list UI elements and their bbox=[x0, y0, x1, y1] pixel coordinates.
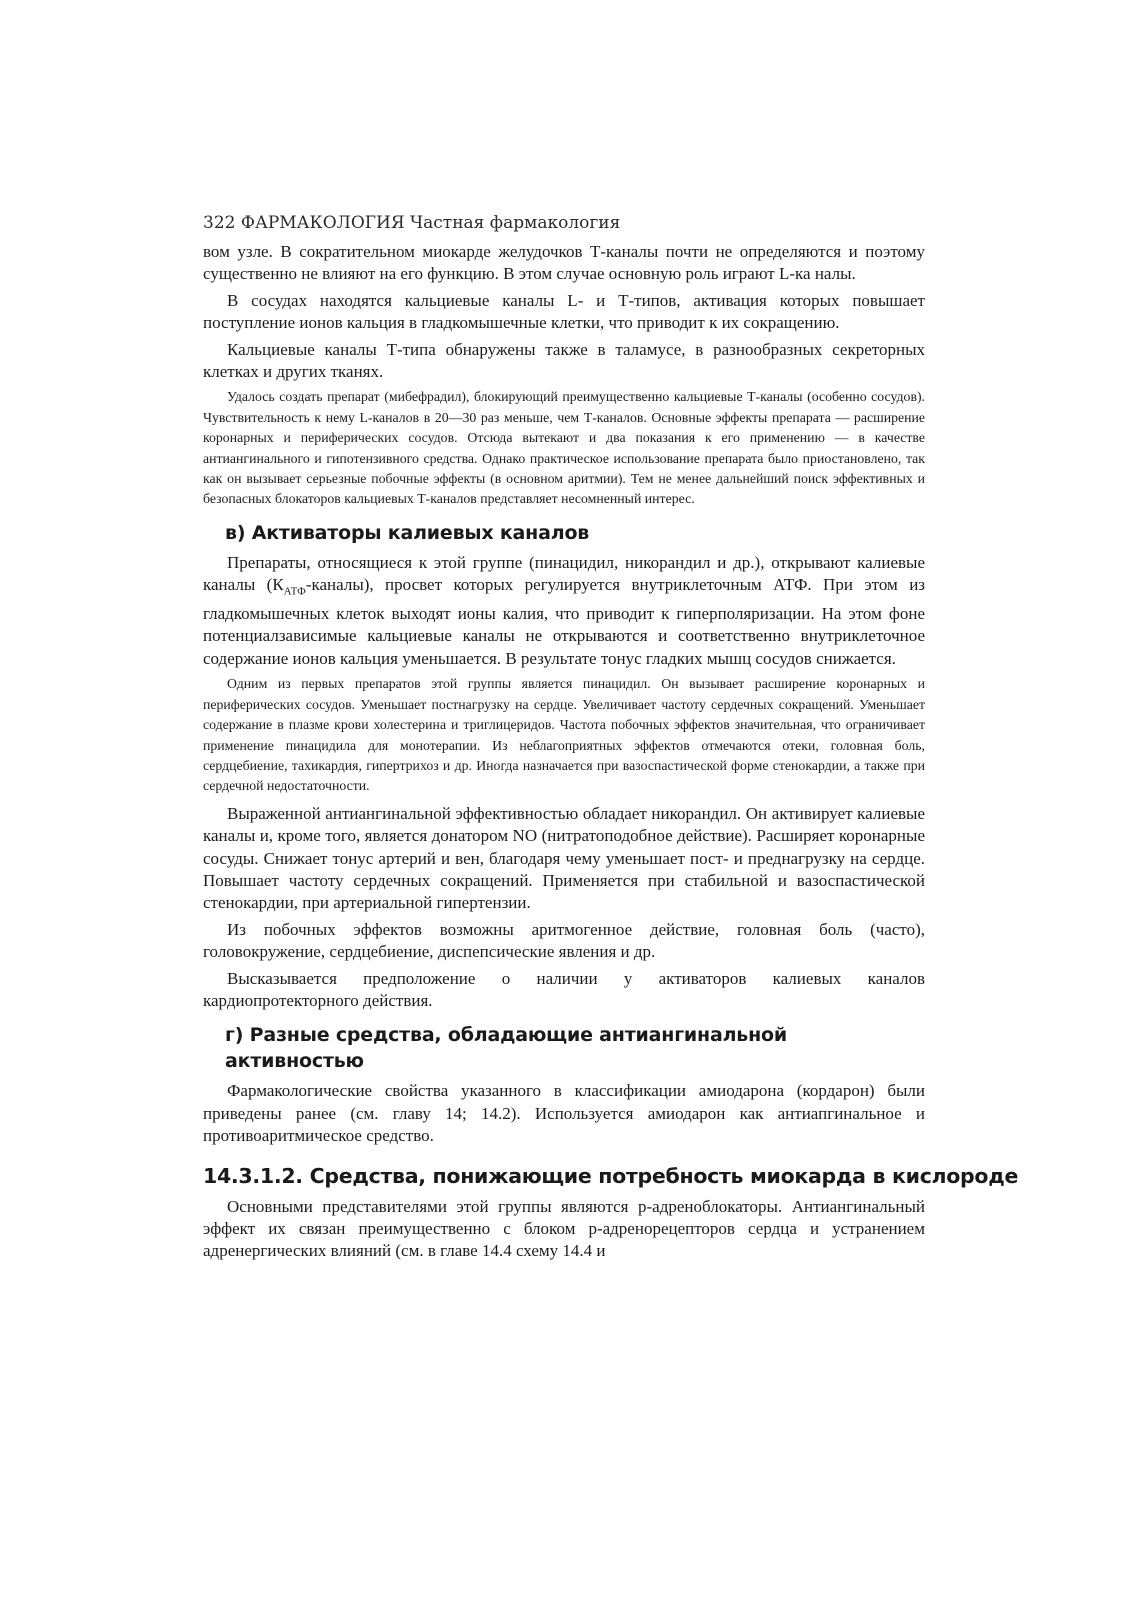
paragraph-potassium-part-b: -каналы), просвет которых регулируется внутриклеточным АТФ. При этом из гладкомышечных клеток выходят ионы калия, что приводит к гиперполяризации. На этом фоне потенциалзависимые кальциевые каналы не открываются и соответственно внутриклеточное содержание ионов кальция уменьшается. В результате тонус гладких мышц сосудов снижается. bbox=[203, 575, 926, 668]
note-pinacidil: Одним из первых препаратов этой группы является пинацидил. Он вызывает расширение коронарных и периферических сосудов. Уменьшает постнагрузку на сердце. Увеличивает частоту сердечных сокращений. Уменьшает содержание в плазме крови холестерина и триглицеридов. Частота побочных эффектов значительная, что ограничивает применение пинацидила для монотерапии. Из неблагоприятных эффектов отмечаются отеки, головная боль, сердцебиение, тахикардия, гипертрихоз и др. Иногда назначается при вазоспастической форме стенокардии, а также при сердечной недостаточности. bbox=[203, 676, 925, 794]
note-mibefradil: Удалось создать препарат (мибефрадил), блокирующий преимущественно кальциевые Т-каналы (особенно сосудов). Чувствительность к нему L-каналов в 20—30 раз меньше, чем Т-каналов. Основные эффекты препарата — расширение коронарных и периферических сосудов. Отсюда вытекают и два показания к его применению — в качестве антиангинального и гипотензивного средства. Однако практическое использование препарата было приостановлено, так как он вызывает серьезные побочные эффекты (в основном аритмии). Тем не менее дальнейший поиск эффективных и безопасных блокаторов кальциевых Т-каналов представляет несомненный интерес. bbox=[203, 389, 925, 507]
section-heading-oxygen-demand: 14.3.1.2. Средства, понижающие потребность миокарда в кислороде bbox=[203, 1163, 1019, 1188]
paragraph-vessel-channels: В сосудах находятся кальциевые каналы L- и Т-типов, активация которых повышает поступление ионов кальция в гладкомышечные клетки, что приводит к их сокращению. bbox=[203, 290, 925, 333]
paragraph-potassium-mechanism bbox=[203, 552, 925, 670]
paragraph-nicorandil: Выраженной антиангинальной эффективностью обладает никорандил. Он активирует калиевые каналы и, кроме того, является донатором NO (нитратоподобное действие). Расширяет коронарные сосуды. Снижает тонус артерий и вен, благодаря чему уменьшает пост- и преднагрузку на сердце. Повышает частоту сердечных сокращений. Применяется при стабильной и вазоспастической стенокардии, при артериальной гипертензии. bbox=[203, 803, 925, 913]
paragraph-amiodarone: Фармакологические свойства указанного в классификации амиодарона (кордарон) были приведены ранее (см. главу 14; 14.2). Используется амиодарон как антиапгинальное и противоаритмическое средство. bbox=[203, 1081, 925, 1146]
heading-potassium-activators: в) Активаторы калиевых каналов bbox=[225, 521, 590, 544]
paragraph-potassium-part-a: Препараты, относящиеся к этой группе (пинацидил, никорандил и др.), открывают калиевые каналы (К bbox=[203, 552, 925, 595]
paragraph-beta-blockers: Основными представителями этой группы являются р-адреноблокаторы. Антиангинальный эффект их связан преимущественно с блоком р-адренорецепторов сердца и устранением адренергических влияний (см. в главе 14.4 схему 14.4 и bbox=[203, 1196, 925, 1261]
running-head: 322 ФАРМАКОЛОГИЯ Частная фармакология bbox=[203, 213, 621, 233]
paragraph-continuation: вом узле. В сократительном миокарде желудочков Т-каналы почти не определяются и поэтому существенно не влияют на его функцию. В этом случае основную роль играют L-ка налы. bbox=[203, 242, 925, 284]
heading-other-antianginal: г) Разные средства, обладающие антиангинальной активностью bbox=[225, 1024, 788, 1073]
page-content bbox=[203, 212, 1019, 1267]
paragraph-side-effects: Из побочных эффектов возможны аритмогенное действие, головная боль (часто), головокружение, сердцебиение, диспепсические явления и др. bbox=[203, 919, 925, 962]
paragraph-cardioprotective: Высказывается предположение о наличии у активаторов калиевых каналов кардиопротекторного действия. bbox=[203, 968, 925, 1010]
paragraph-t-type-locations: Кальциевые каналы Т-типа обнаружены также в таламусе, в разнообразных секреторных клетках и других тканях. bbox=[203, 339, 925, 382]
atp-subscript: АТФ bbox=[283, 585, 306, 598]
